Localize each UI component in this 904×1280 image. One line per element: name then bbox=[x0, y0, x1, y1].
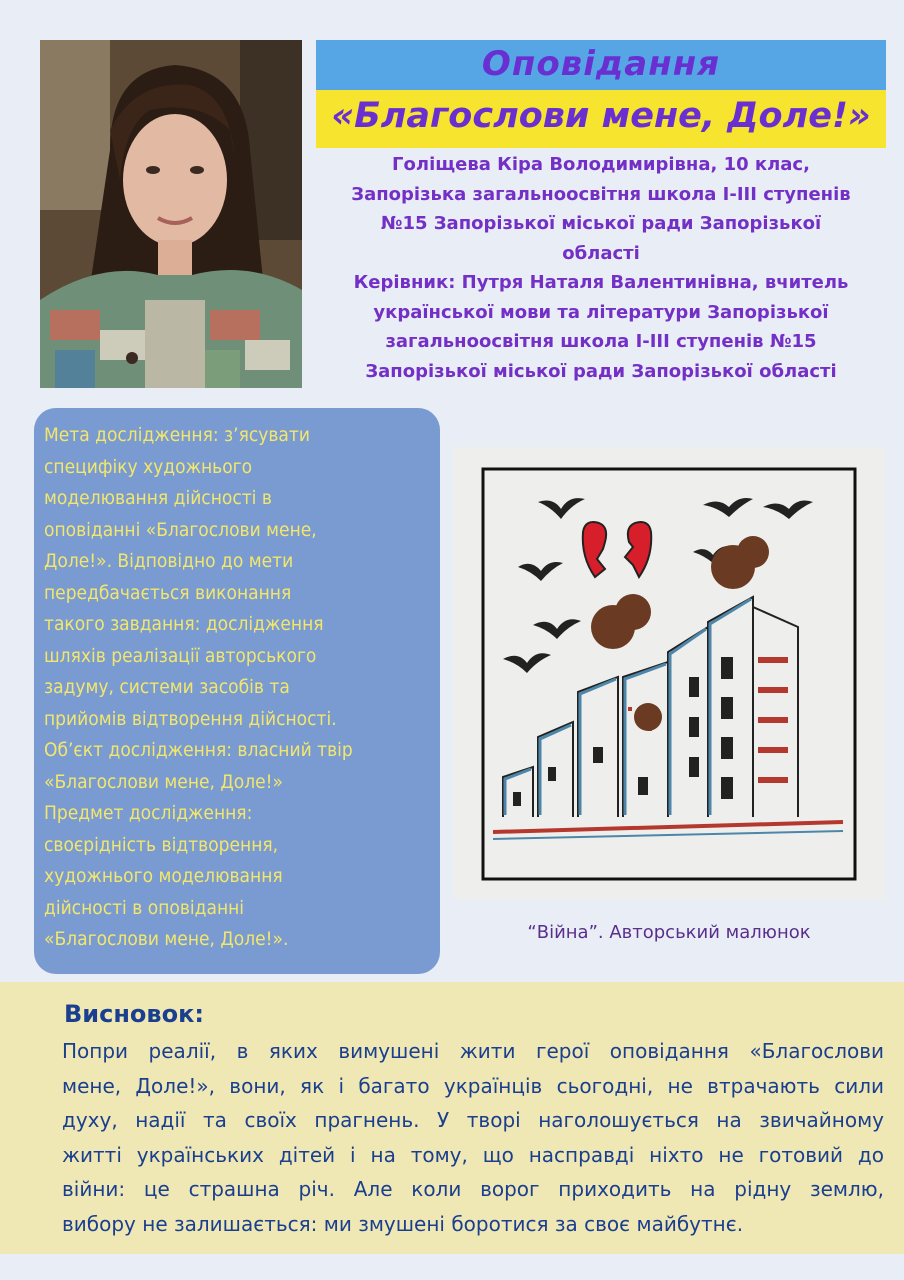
story-title: «Благослови мене, Доле!» bbox=[331, 96, 871, 136]
goal-line: специфіку художнього bbox=[44, 455, 253, 478]
goal-line: художнього моделювання bbox=[44, 865, 283, 887]
supervisor-line: української мови та літератури Запорізької bbox=[373, 301, 829, 323]
conclusion-line: духу, надії та своїх прагнень. У творі наголошується на звичайному bbox=[62, 1108, 884, 1132]
author-drawing bbox=[453, 447, 885, 899]
supervisor-line: загальноосвітня школа І-ІІІ ступенів №15 bbox=[385, 331, 817, 352]
author-line: Голіщева Кіра Володимирівна, 10 клас, bbox=[392, 154, 810, 175]
goal-line: Мета дослідження: з’ясувати bbox=[44, 424, 310, 446]
goal-line: оповіданні «Благослови мене, bbox=[44, 518, 317, 541]
author-photo bbox=[40, 40, 302, 388]
goal-line: дійсності в оповіданні bbox=[44, 896, 245, 919]
goal-line: «Благослови мене, Доле!». bbox=[44, 928, 289, 950]
conclusion-line: вибору не залишається: ми змушені боротися за своє майбутнє. bbox=[62, 1211, 744, 1236]
goal-line: шляхів реалізації авторського bbox=[44, 644, 317, 667]
author-line: №15 Запорізької міської ради Запорізької bbox=[380, 213, 822, 234]
conclusion-title: Висновок: bbox=[64, 1000, 204, 1028]
author-line: Запорізька загальноосвітня школа І-ІІІ ступенів bbox=[351, 183, 851, 205]
conclusion-line: війни: це страшна річ. Але коли ворог приходить на рідну землю, bbox=[62, 1177, 884, 1201]
goal-line: такого завдання: дослідження bbox=[44, 613, 324, 635]
goal-line: задуму, системи засобів та bbox=[44, 676, 290, 698]
conclusion-line: мене, Доле!», вони, як і багато українців сьогодні, не втрачають сили bbox=[62, 1073, 884, 1098]
goal-line: моделювання дійсності в bbox=[44, 487, 272, 509]
supervisor-line: Керівник: Путря Наталя Валентинівна, вчитель bbox=[353, 272, 849, 293]
goal-line: своєрідність відтворення, bbox=[44, 833, 279, 856]
goal-line: Доле!». Відповідно до мети bbox=[44, 550, 294, 572]
goal-line: «Благослови мене, Доле!» bbox=[44, 770, 283, 793]
supervisor-line: Запорізької міської ради Запорізької області bbox=[365, 360, 837, 382]
goal-line: Предмет дослідження: bbox=[44, 802, 253, 824]
goal-line: Об’єкт дослідження: власний твір bbox=[44, 739, 353, 761]
title-banner bbox=[316, 40, 886, 148]
drawing-caption: “Війна”. Авторський малюнок bbox=[527, 922, 811, 943]
goal-line: передбачається виконання bbox=[44, 581, 292, 604]
genre-title: Оповідання bbox=[481, 44, 721, 84]
author-line: області bbox=[562, 242, 640, 264]
author-info bbox=[316, 150, 886, 386]
conclusion-section bbox=[0, 982, 904, 1254]
research-goal-box bbox=[34, 408, 440, 974]
goal-line: прийомів відтворення дійсності. bbox=[44, 707, 337, 730]
conclusion-text bbox=[62, 1034, 884, 1241]
conclusion-line: житті українських дітей і на тому, що насправді ніхто не готовий до bbox=[62, 1142, 884, 1167]
conclusion-line: Попри реалії, в яких вимушені жити герої оповідання «Благослови bbox=[62, 1039, 884, 1063]
